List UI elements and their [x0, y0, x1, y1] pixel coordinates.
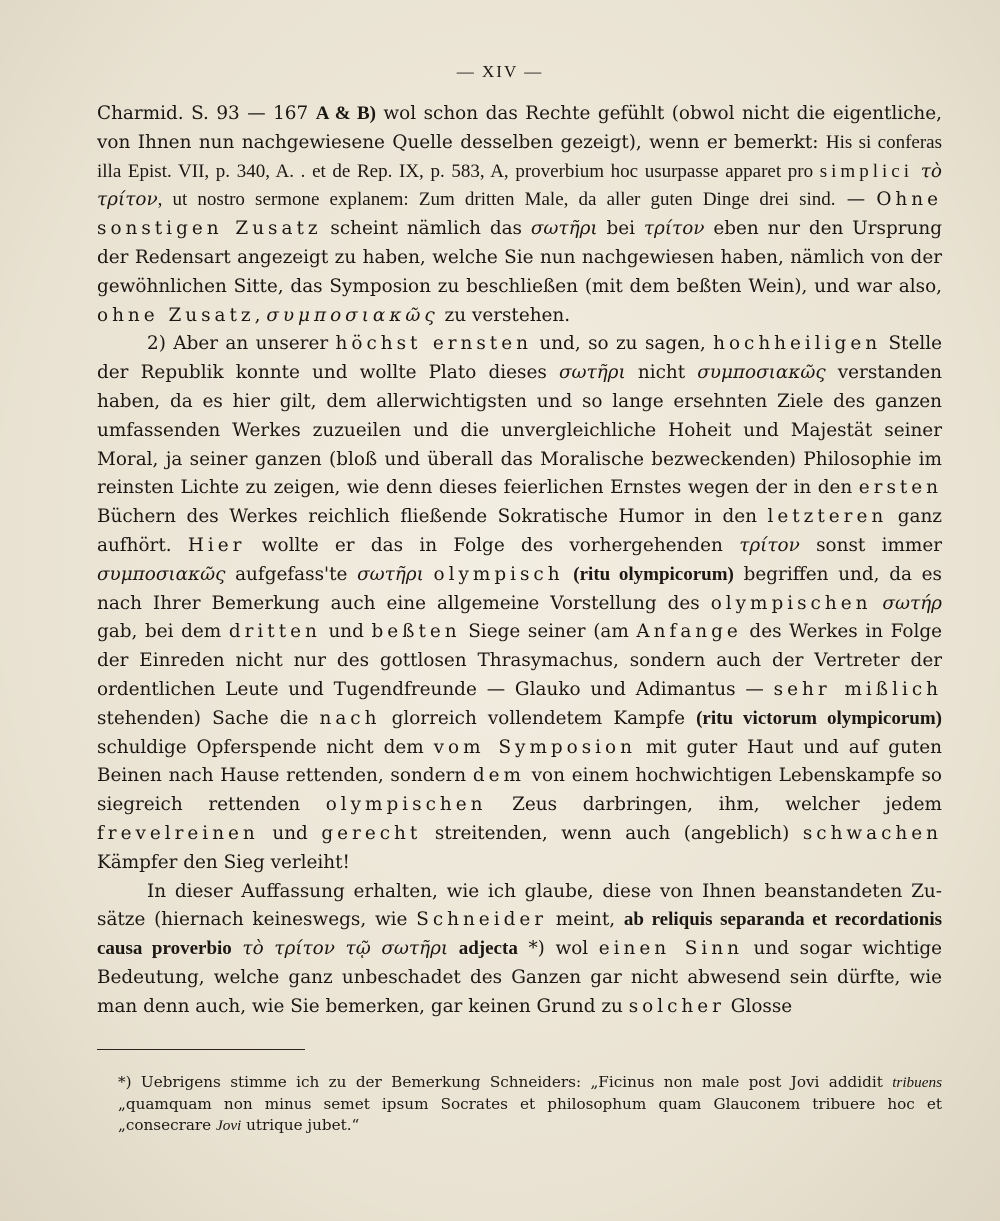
- text-run: gerecht: [321, 822, 422, 844]
- text-run: mit guter Haut und auf guten Beinen nach Hause rettenden, sondern: [97, 736, 942, 787]
- paragraph-1: [97, 100, 942, 330]
- text-run: frevelreinen: [97, 822, 259, 844]
- text-run: [424, 564, 434, 585]
- text-run: sehr mißlich: [773, 678, 942, 700]
- text-run: wollte er das in Folge des vorhergehenden: [245, 534, 740, 556]
- text-run: olympischen: [710, 592, 872, 614]
- paragraph-2: [97, 330, 942, 877]
- text-run: 2) Aber an unserer: [147, 333, 336, 355]
- text-run: Zum dritten Male, da aller guten Dinge drei sind.: [418, 189, 836, 211]
- text-run: Schneider: [416, 909, 548, 931]
- text-run: sonst immer: [799, 534, 943, 556]
- text-run: höchst ernsten: [335, 333, 532, 355]
- text-run: τρίτον: [643, 218, 705, 240]
- text-run: hochheiligen: [713, 333, 882, 355]
- text-run: His si conferas illa Epist. VII, p. 340, A. . et de Rep. IX, p. 583, A, proverbium hoc usurpasse apparet pro: [97, 131, 942, 182]
- text-run: bei: [597, 218, 644, 240]
- text-run: eben nur den Ursprung der Redensart angezeigt zu haben, welche Sie nun nachgewiesen haben, nämlich von der gewöhnlichen Sitte, das Symposion zu beschließen (mit dem beßten Wein), und war also,: [97, 218, 943, 297]
- text-run: *) wol: [517, 938, 599, 960]
- footnote-emphasis-tribuens: tribuens: [892, 1074, 942, 1091]
- text-run: glorreich vollendetem Kampfe: [380, 707, 697, 729]
- text-run: begriffen und, da es nach Ihrer Bemerkung auch eine allgemeine Vorstellung des: [97, 563, 942, 614]
- text-run: schwachen: [802, 822, 942, 844]
- text-run: —: [835, 189, 877, 211]
- footnote: [118, 1072, 942, 1137]
- footnote-emphasis-jovi: Jovi: [215, 1117, 242, 1134]
- text-run: ersten: [858, 477, 942, 499]
- text-run: Büchern des Werkes reichlich fließende Sokratische Humor in den: [97, 506, 768, 528]
- footnote-rule: [97, 1049, 305, 1050]
- text-run: Kämpfer den Sieg verleiht!: [97, 851, 350, 873]
- text-run: [232, 938, 243, 959]
- paragraph-3: [97, 878, 942, 1022]
- text-run: Anfange: [636, 621, 742, 643]
- text-run: σωτήρ: [882, 592, 942, 614]
- text-run: [871, 593, 882, 614]
- footnote-marker: *): [118, 1073, 132, 1091]
- text-run: ab reliquis separanda et recordationis causa proverbio: [97, 909, 942, 960]
- text-run: des Werkes in Folge der Einreden nicht nur des gottlosen Thrasymachus, sondern auch der Vertreter der ordentlichen Leute und Tugendfreunde — Glauko und Adimantus —: [97, 621, 942, 700]
- text-run: συμποσιακῶς: [697, 362, 826, 384]
- text-run: nach: [319, 707, 381, 729]
- text-run: und: [320, 621, 372, 643]
- text-run: streitenden, wenn auch (angeblich): [421, 822, 803, 844]
- text-run: und sogar wichtige Bedeutung, welche ganz unbeschadet des Ganzen gar nicht abwesend sein dürfte, wie man denn auch, wie Sie bemerken, gar keinen Grund zu: [97, 938, 942, 1017]
- text-run: letzteren: [767, 506, 888, 528]
- text-run: wol schon das Rechte gefühlt (obwol nicht die eigentliche, von Ihnen nun nachgewiesene Quelle desselben gezeigt), wenn er bemerkt:: [97, 103, 942, 153]
- text-run: olympisch: [433, 563, 564, 585]
- text-run: σωτῆρι: [558, 362, 626, 384]
- text-run: Glosse: [724, 995, 793, 1017]
- text-run: σωτῆρι: [357, 563, 424, 585]
- text-run: stehenden) Sache die: [97, 707, 320, 729]
- text-run: ohne Zusatz: [97, 304, 255, 326]
- text-run: Ohne sonstigen Zusatz: [97, 189, 943, 240]
- text-run: συμποσιακῶς: [97, 563, 226, 585]
- text-run: In dieser Auffassung erhalten, wie ich glaube, diese von Ihnen beanstandeten Zusätze (hiernach keineswegs, wie: [97, 880, 942, 931]
- text-run: einen Sinn: [598, 938, 743, 960]
- text-run: [448, 938, 459, 959]
- text-run: , ut nostro sermone explanem:: [157, 189, 419, 211]
- text-run: Charmid. S. 93 — 167: [97, 103, 316, 124]
- footnote-tail: utrique jubet.“: [241, 1116, 360, 1134]
- text-run: scheint nämlich das: [321, 218, 531, 240]
- text-run: adjecta: [458, 938, 518, 960]
- text-run: τὸ τρίτον: [97, 160, 942, 211]
- text-run: schuldige Opferspende nicht dem: [97, 736, 434, 758]
- text-run: A & B): [315, 103, 376, 124]
- text-run: solcher: [628, 995, 725, 1017]
- text-run: gab, bei dem: [97, 621, 229, 643]
- text-run: dritten: [228, 621, 321, 643]
- text-run: τὸ τρίτον τῷ σωτῆρι: [242, 938, 449, 960]
- text-run: συμποσιακῶς: [266, 304, 439, 326]
- text-run: Zeus darbringen, ihm, welcher jedem: [486, 794, 942, 816]
- text-run: (ritu victorum olympicorum): [696, 707, 942, 729]
- text-run: beßten: [371, 621, 461, 643]
- main-text: [97, 100, 942, 1022]
- text-run: τρίτον: [739, 534, 800, 556]
- text-run: (ritu olympicorum): [573, 563, 734, 585]
- text-run: dem: [472, 765, 525, 787]
- text-run: von einem hochwichtigen Lebenskampfe so siegreich rettenden: [97, 765, 942, 816]
- footnote-middle: „quamquam non minus semet ipsum Socrates et philosophum quam Glauconem tribuere hoc et „consecrare: [118, 1094, 942, 1134]
- text-run: aufgefass'te: [225, 563, 358, 585]
- text-run: verstanden haben, da es hier gilt, dem allerwichtigsten und so lange ersehnten Ziele des ganzen umfassenden Werkes zuzueilen und die unvergleichliche Hoheit und Majestät seiner Moral, ja seiner ganzen (bloß und überall das Moralische bezweckenden) Philosophie im reinsten Lichte zu zeigen, wie denn dieses feierlichen Ernstes wegen der in den: [97, 362, 942, 499]
- page-number: — XIV —: [456, 62, 544, 81]
- text-run: und: [258, 822, 322, 844]
- text-run: Hier: [187, 534, 246, 556]
- text-run: nicht: [625, 362, 698, 384]
- text-run: olympischen: [325, 794, 487, 816]
- text-run: [913, 161, 921, 182]
- text-run: ,: [254, 304, 267, 326]
- text-run: simplici: [819, 160, 913, 182]
- text-run: zu verstehen.: [438, 304, 571, 326]
- text-run: und, so zu sagen,: [531, 333, 714, 355]
- footnote-lead: Uebrigens stimme ich zu der Bemerkung Schneiders: „Ficinus non male post Jovi addidit: [131, 1073, 893, 1091]
- text-run: ganz aufhört.: [97, 506, 942, 556]
- text-run: vom Symposion: [433, 736, 636, 758]
- text-run: Stelle der Republik konnte und wollte Plato dieses: [97, 333, 942, 384]
- text-run: Siege seiner (am: [460, 621, 637, 643]
- text-run: meint,: [547, 909, 624, 931]
- text-run: [564, 564, 574, 585]
- text-run: σωτῆρι: [530, 218, 598, 240]
